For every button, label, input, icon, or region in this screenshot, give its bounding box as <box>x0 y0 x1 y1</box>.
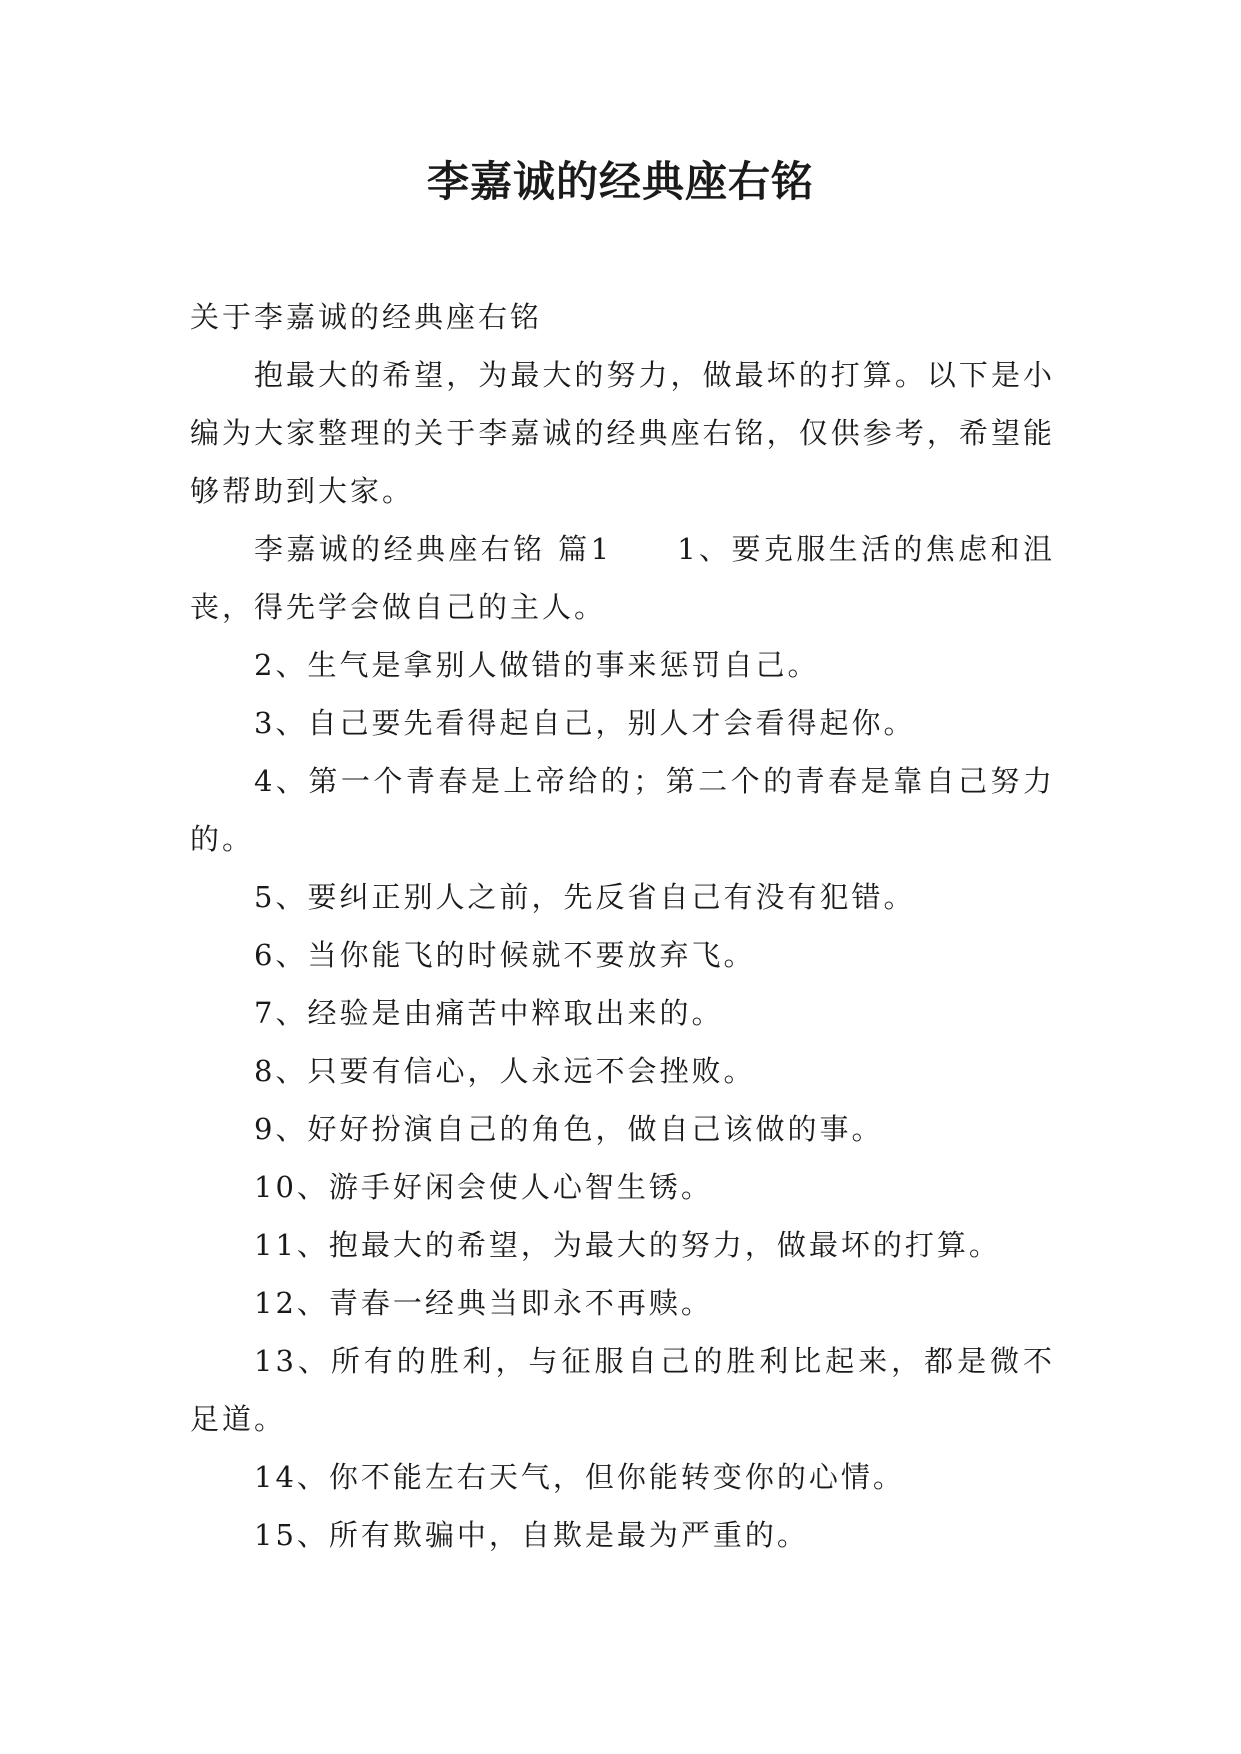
motto-item-6: 6、当你能飞的时候就不要放弃飞。 <box>254 938 756 972</box>
document-body <box>190 288 1055 1564</box>
motto-item-15: 15、所有欺骗中，自欺是最为严重的。 <box>254 1518 809 1552</box>
motto-item-4: 4、第一个青春是上帝给的；第二个的青春是靠自己努力的。 <box>190 764 1055 856</box>
motto-item-5: 5、要纠正别人之前，先反省自己有没有犯错。 <box>254 880 916 914</box>
motto-item-11: 11、抱最大的希望，为最大的努力，做最坏的打算。 <box>254 1228 1001 1262</box>
motto-item-7: 7、经验是由痛苦中粹取出来的。 <box>254 996 724 1030</box>
motto-item-10: 10、游手好闲会使人心智生锈。 <box>254 1170 713 1204</box>
motto-item-12: 12、青春一经典当即永不再赎。 <box>254 1286 713 1320</box>
motto-item-1: 李嘉诚的经典座右铭 篇1 1、要克服生活的焦虑和沮丧，得先学会做自己的主人。 <box>190 532 1055 624</box>
motto-item-14: 14、你不能左右天气，但你能转变你的心情。 <box>254 1460 905 1494</box>
motto-item-3: 3、自己要先看得起自己，别人才会看得起你。 <box>254 706 916 740</box>
motto-item-9: 9、好好扮演自己的角色，做自己该做的事。 <box>254 1112 884 1146</box>
motto-item-8: 8、只要有信心，人永远不会挫败。 <box>254 1054 756 1088</box>
document-title: 李嘉诚的经典座右铭 <box>426 157 814 206</box>
intro-paragraph: 抱最大的希望，为最大的努力，做最坏的打算。以下是小编为大家整理的关于李嘉诚的经典座右铭，仅供参考，希望能够帮助到大家。 <box>190 358 1055 508</box>
motto-item-2: 2、生气是拿别人做错的事来惩罚自己。 <box>254 648 820 682</box>
subheading: 关于李嘉诚的经典座右铭 <box>190 300 543 334</box>
motto-item-13: 13、所有的胜利，与征服自己的胜利比起来，都是微不足道。 <box>190 1344 1055 1436</box>
